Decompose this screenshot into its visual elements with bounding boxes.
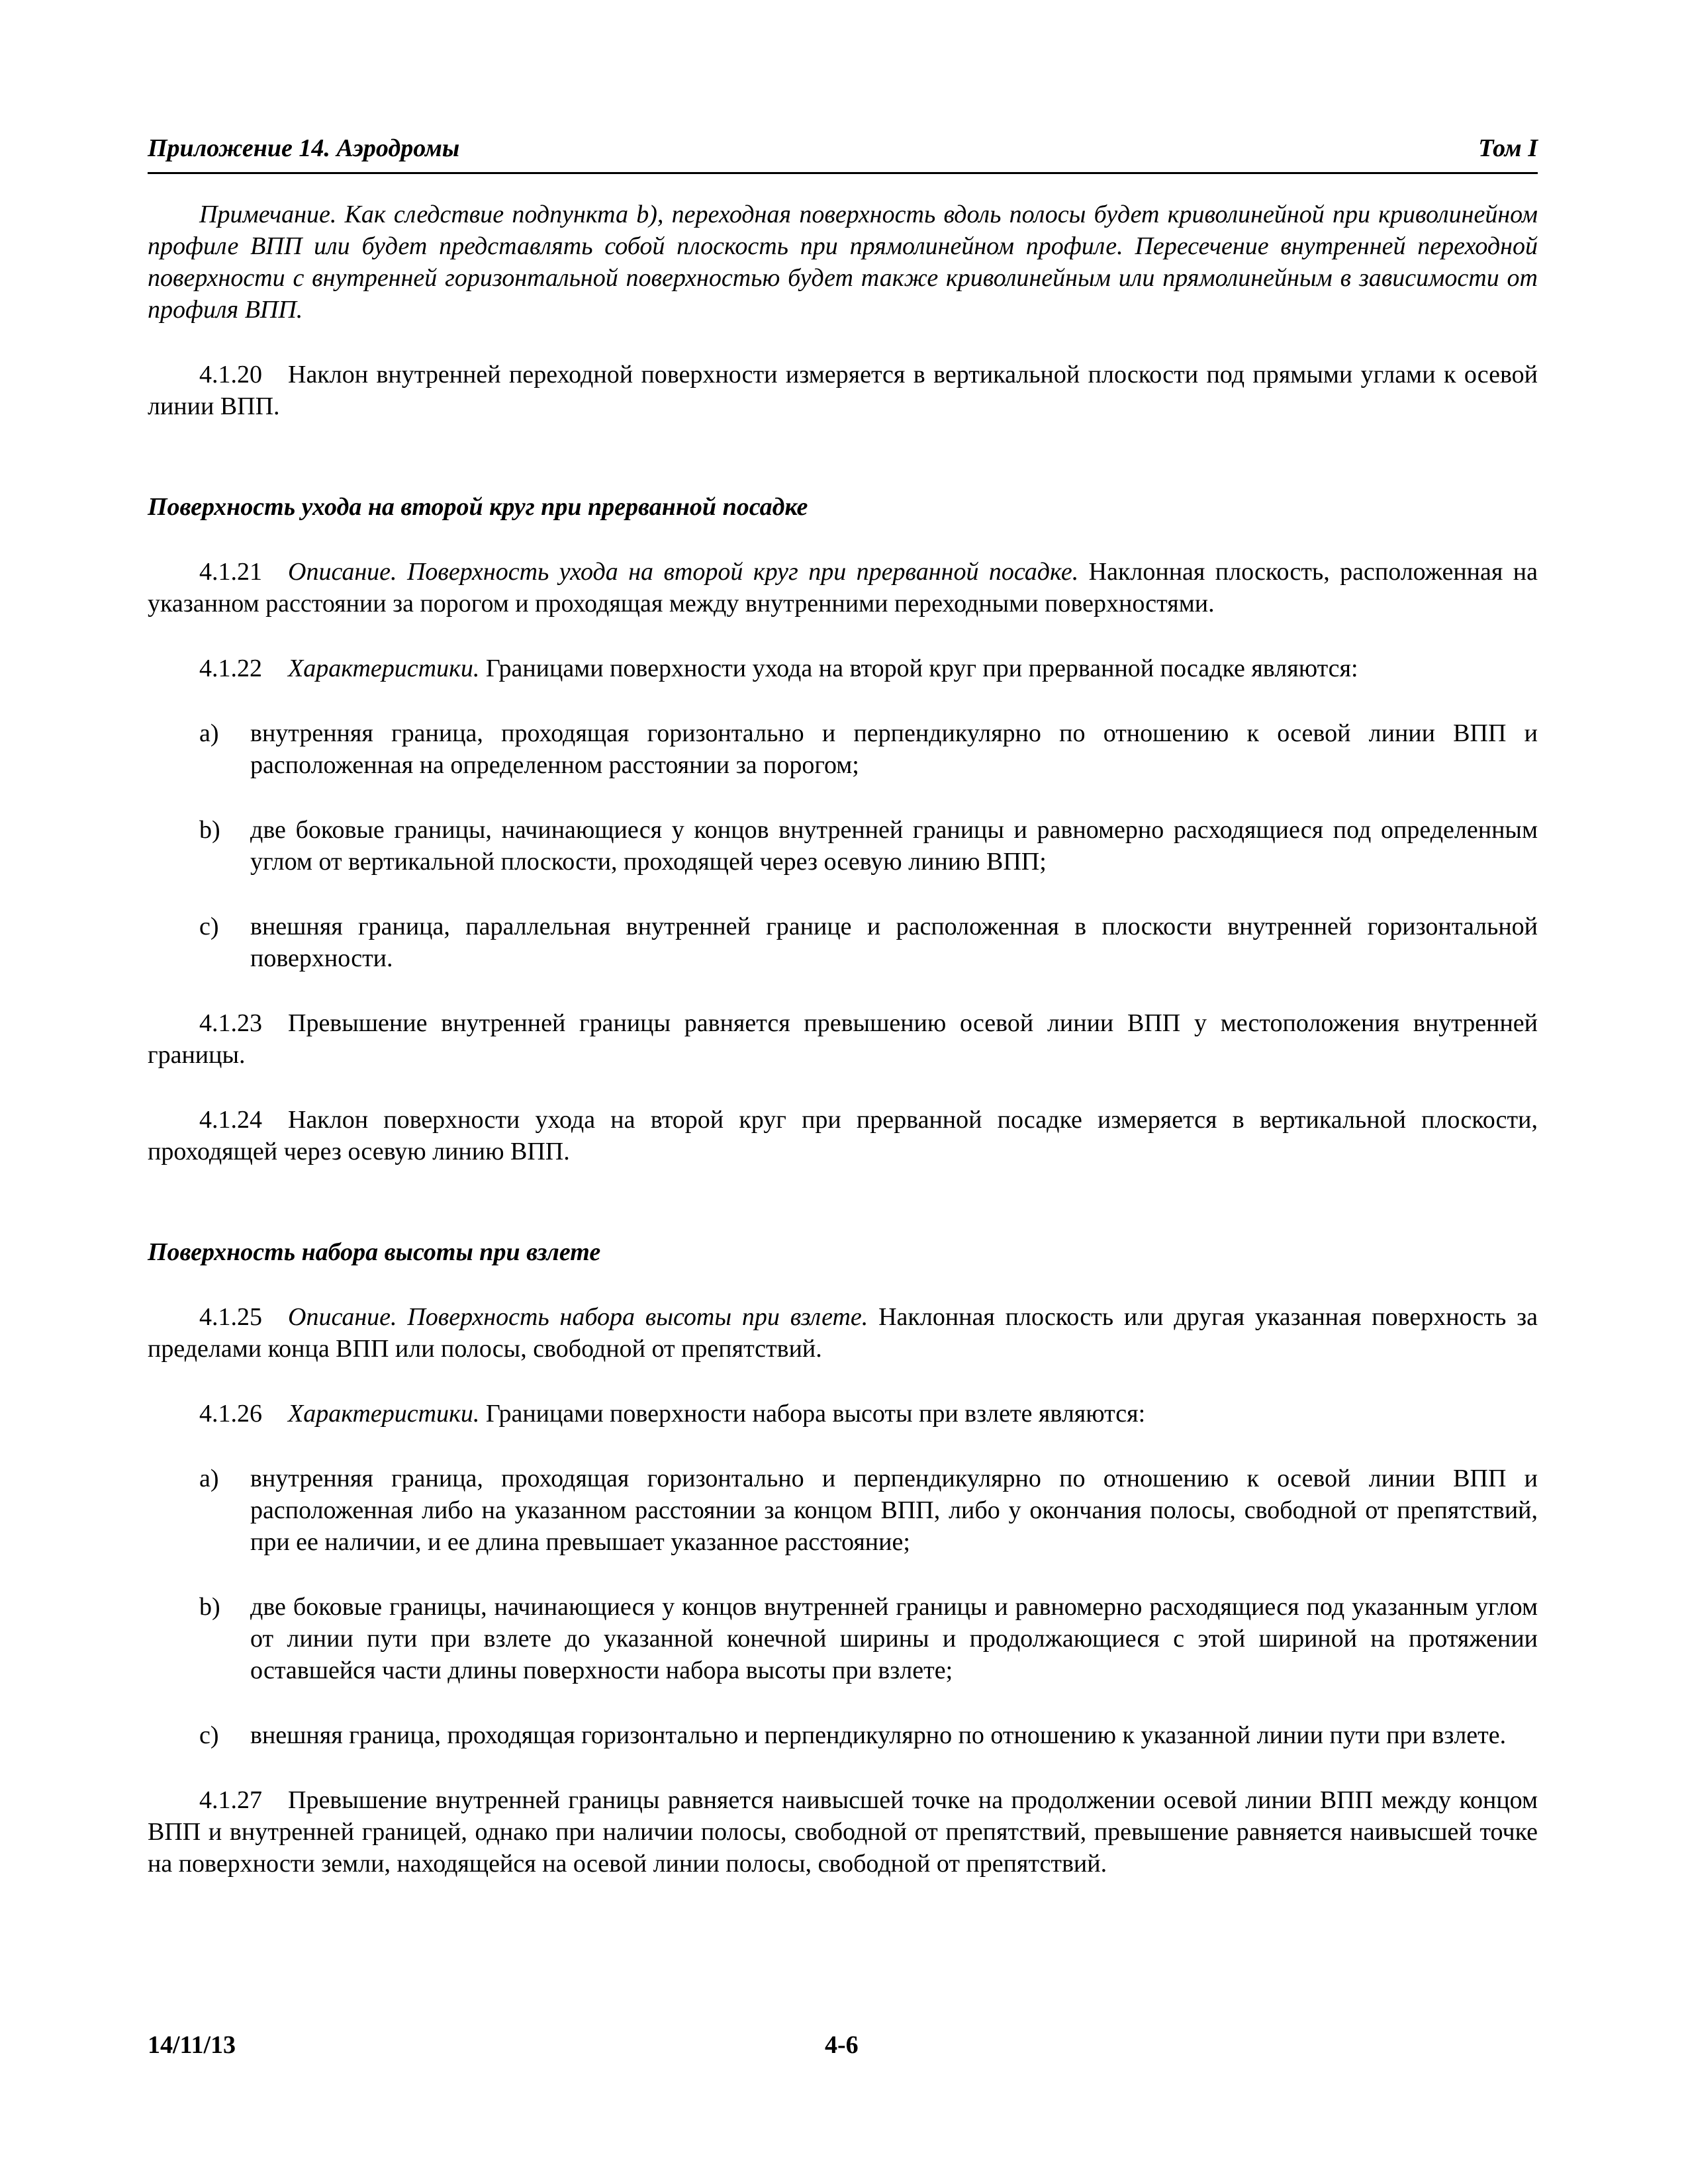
page-header: [148, 131, 1538, 174]
footer-date: 14/11/13: [148, 2031, 236, 2059]
list-item: [148, 1719, 1538, 1751]
note-paragraph: Примечание. Как следствие подпункта b), переходная поверхность вдоль полосы будет криволинейной при криволинейном профиле ВПП или будет представлять собой плоскость при прямолинейном профиле. Пересечение внутренней переходной поверхности с внутренней горизонтальной поверхностью будет также криволинейным или прямолинейным в зависимости от профиля ВПП.: [148, 201, 1538, 324]
paragraph-italic-lead: Описание. Поверхность ухода на второй круг при прерванной посадке.: [288, 558, 1079, 586]
paragraph-text: Наклон внутренней переходной поверхности измеряется в вертикальной плоскости под прямыми углами к осевой линии ВПП.: [148, 361, 1538, 420]
list-item-text: внутренняя граница, проходящая горизонтально и перпендикулярно по отношению к осевой линии ВПП и расположенная либо на указанном расстоянии за концом ВПП, либо у окончания полосы, свободной от препятствий, при ее наличии, и ее длина превышает указанное расстояние;: [250, 1465, 1538, 1556]
list-item: [148, 1463, 1538, 1558]
section-heading-takeoff-climb: Поверхность набора высоты при взлете: [148, 1238, 601, 1266]
list-item-label: a): [199, 1465, 219, 1492]
section-heading-missed-approach: Поверхность ухода на второй круг при прерванной посадке: [148, 493, 808, 521]
paragraph-4-1-20: [148, 359, 1538, 422]
paragraph-italic-lead: Характеристики.: [288, 1400, 480, 1428]
paragraph-4-1-23: [148, 1007, 1538, 1071]
paragraph-4-1-26: [148, 1398, 1538, 1430]
footer-page-number: 4-6: [825, 2031, 859, 2059]
list-item-label: c): [199, 1721, 219, 1749]
paragraph-4-1-25: [148, 1301, 1538, 1365]
list-item-text: внутренняя граница, проходящая горизонтально и перпендикулярно по отношению к осевой линии ВПП и расположенная на определенном расстоянии за порогом;: [250, 719, 1538, 779]
paragraph-4-1-24: [148, 1104, 1538, 1167]
paragraph-text: Наклонная плоскость или другая указанная поверхность за пределами конца ВПП или полосы, свободной от препятствий.: [148, 1303, 1538, 1363]
page-footer: [148, 2030, 1538, 2064]
list-item-text: внешняя граница, проходящая горизонтально и перпендикулярно по отношению к указанной линии пути при взлете.: [250, 1721, 1507, 1749]
paragraph-text: Наклонная плоскость, расположенная на указанном расстоянии за порогом и проходящая между внутренними переходными поверхностями.: [148, 558, 1538, 617]
paragraph-4-1-21: [148, 556, 1538, 619]
list-item-label: a): [199, 719, 219, 747]
list-item: [148, 717, 1538, 781]
paragraph-number: 4.1.22: [199, 655, 262, 682]
paragraph-text: Превышение внутренней границы равняется превышению осевой линии ВПП у местоположения внутренней границы.: [148, 1009, 1538, 1069]
paragraph-number: 4.1.23: [199, 1009, 262, 1037]
paragraph-text: Границами поверхности ухода на второй круг при прерванной посадке являются:: [479, 655, 1358, 682]
header-volume: Том I: [1478, 134, 1538, 162]
paragraph-text: Наклон поверхности ухода на второй круг при прерванной посадке измеряется в вертикальной плоскости, проходящей через осевую линию ВПП.: [148, 1106, 1538, 1165]
paragraph-4-1-27: [148, 1784, 1538, 1880]
list-item-text: внешняя граница, параллельная внутренней границе и расположенная в плоскости внутренней горизонтальной поверхности.: [250, 913, 1538, 972]
paragraph-text: Превышение внутренней границы равняется наивысшей точке на продолжении осевой линии ВПП между концом ВПП и внутренней границей, однако при наличии полосы, свободной от препятствий, превышение равняется наивысшей точке на поверхности земли, находящейся на осевой линии полосы, свободной от препятствий.: [148, 1786, 1538, 1878]
paragraph-text: Границами поверхности набора высоты при взлете являются:: [479, 1400, 1146, 1428]
header-title: Приложение 14. Аэродромы: [148, 134, 460, 162]
paragraph-4-1-22: [148, 653, 1538, 684]
list-item-text: две боковые границы, начинающиеся у концов внутренней границы и равномерно расходящиеся под определенным углом от вертикальной плоскости, проходящей через осевую линию ВПП;: [250, 816, 1538, 876]
paragraph-number: 4.1.20: [199, 361, 262, 388]
list-item-label: b): [199, 816, 220, 844]
list-item-label: b): [199, 1593, 220, 1621]
paragraph-number: 4.1.26: [199, 1400, 262, 1428]
list-item-text: две боковые границы, начинающиеся у концов внутренней границы и равномерно расходящиеся под указанным углом от линии пути при взлете до указанной конечной ширины и продолжающиеся с этой шириной на протяжении оставшейся части длины поверхности набора высоты при взлете;: [250, 1593, 1538, 1684]
paragraph-italic-lead: Описание. Поверхность набора высоты при взлете.: [288, 1303, 868, 1331]
list-item-label: c): [199, 913, 219, 940]
list-item: [148, 1591, 1538, 1686]
paragraph-number: 4.1.21: [199, 558, 262, 586]
list-item: [148, 911, 1538, 974]
paragraph-number: 4.1.25: [199, 1303, 262, 1331]
page-body: [148, 199, 1538, 1880]
paragraph-number: 4.1.24: [199, 1106, 262, 1134]
paragraph-italic-lead: Характеристики.: [288, 655, 480, 682]
list-item: [148, 814, 1538, 878]
paragraph-number: 4.1.27: [199, 1786, 262, 1814]
